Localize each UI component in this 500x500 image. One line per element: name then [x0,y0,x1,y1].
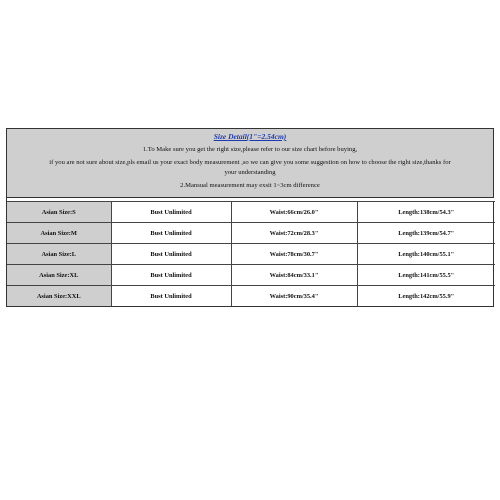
instruction-line-3: 2.Mansual measurement may exsit 1~3cm difference [180,181,320,189]
length-value: Length:139cm/54.7" [357,223,495,244]
instruction-line-2-cont: your understanding [224,169,276,176]
size-label: Asian Size:XXL [7,286,111,307]
bust-value: Bust Unlimited [111,223,231,244]
length-value: Length:140cm/55.1" [357,244,495,265]
instruction-line-1: 1.To Make sure you get the right size,please refer to our size chart before buying, [142,146,358,153]
length-value: Length:142cm/55.9" [357,286,495,307]
size-chart-header [7,129,493,198]
table-row [7,202,495,223]
table-row [7,265,495,286]
size-label: Asian Size:S [7,202,111,223]
size-label: Asian Size:L [7,244,111,265]
bust-value: Bust Unlimited [111,244,231,265]
size-table [7,198,495,306]
waist-value: Waist:66cm/26.0" [231,202,357,223]
waist-value: Waist:78cm/30.7" [231,244,357,265]
size-chart-title: Size Detail(1"=2.54cm) [213,132,287,141]
length-value: Length:141cm/55.5" [357,265,495,286]
table-row [7,223,495,244]
size-label: Asian Size:M [7,223,111,244]
bust-value: Bust Unlimited [111,202,231,223]
waist-value: Waist:90cm/35.4" [231,286,357,307]
bust-value: Bust Unlimited [111,286,231,307]
size-label: Asian Size:XL [7,265,111,286]
length-value: Length:138cm/54.3" [357,202,495,223]
size-chart [6,128,494,307]
waist-value: Waist:84cm/33.1" [231,265,357,286]
table-row [7,244,495,265]
bust-value: Bust Unlimited [111,265,231,286]
table-row [7,286,495,307]
instruction-line-2: if you are not sure about size,pls email us your exact body measurement ,so we can give you some suggestion on how to choose the right size,thanks for [49,158,451,166]
waist-value: Waist:72cm/28.3" [231,223,357,244]
